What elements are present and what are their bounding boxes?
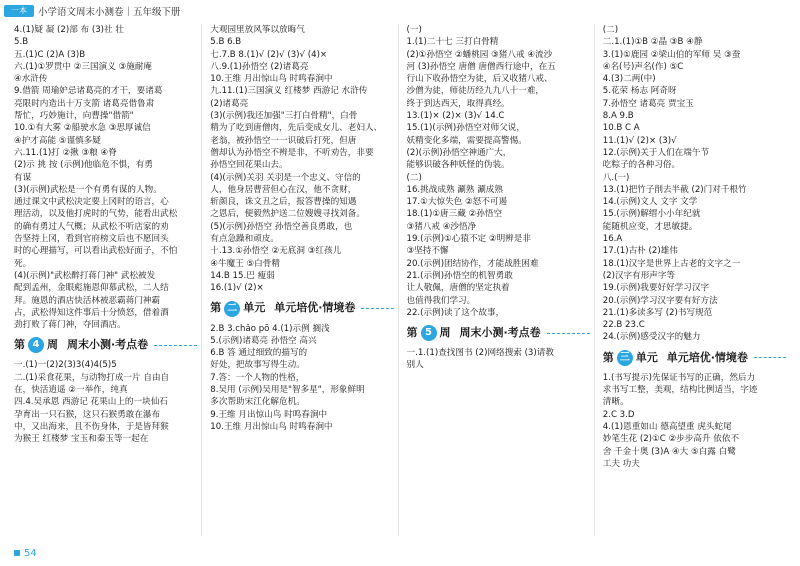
column-1-lines bbox=[14, 24, 197, 331]
answer-line: 19.(示例)①心猿不定 ②明辨是非 bbox=[406, 234, 531, 245]
banner-rule bbox=[547, 333, 590, 334]
column-4-lines bbox=[603, 24, 786, 344]
banner-label: 第 bbox=[14, 338, 25, 352]
answer-line: ③猪八戒 ④沙悟净 bbox=[406, 221, 477, 232]
column-3-after bbox=[407, 347, 590, 372]
answer-line: (二) bbox=[602, 25, 619, 35]
answer-line: ③坚持不懈 bbox=[406, 246, 449, 257]
answer-line: 19.(示例)我要好好学习汉字 bbox=[602, 283, 710, 294]
answer-line: 之恩后，便毅然护送二位嫂嫂寻找刘备。 bbox=[210, 209, 365, 220]
column-3 bbox=[407, 24, 595, 536]
answer-line: 告坚持上冈，看到官府榜文后也不愿回头 bbox=[14, 234, 169, 245]
answer-line: (二) bbox=[406, 172, 422, 183]
answer-line: 5.花荣 杨志 阿奇呀 bbox=[602, 86, 677, 97]
answer-line: 1.(1)二十七 三打白骨精 bbox=[406, 37, 499, 48]
answer-line: 中，又出海来，且不伤身体，于是皆拜猴 bbox=[14, 421, 169, 432]
answer-line: 14.B 15.巴 瘦弱 bbox=[210, 270, 275, 281]
answer-line: 八.9.(1)孙悟空 (2)诸葛亮 bbox=[210, 61, 309, 72]
answer-line: (3)(示例)武松是一个有勇有谋的人物。 bbox=[14, 184, 162, 195]
answer-line: 终于到达西天，取得真经。 bbox=[406, 98, 510, 109]
column-2-after bbox=[210, 323, 393, 434]
answer-line: 通过课文中武松决定要上冈时的语言，心 bbox=[14, 197, 169, 208]
banner-unit: 周 bbox=[439, 325, 451, 339]
answer-line: 10.王维 月出惊山鸟 时鸣春涧中 bbox=[210, 421, 333, 432]
answer-line: (2)(示例)孙悟空神通广大， bbox=[406, 147, 512, 158]
banner-title: 周末小测·考点卷 bbox=[459, 325, 541, 339]
answer-line: (2)诸葛亮 bbox=[210, 98, 249, 109]
answer-line: 9.借箭 周瑜妒忌诸葛亮的才干，要诸葛 bbox=[14, 86, 163, 97]
answer-line: 一.(1)一(2)2(3)3(4)4(5)5 bbox=[14, 360, 117, 371]
section-banner-unit3 bbox=[603, 348, 786, 368]
column-4 bbox=[603, 24, 790, 536]
answer-line: 14.(示例)文人 文字 文学 bbox=[602, 197, 698, 208]
answer-line: 16.A bbox=[602, 234, 623, 245]
book-title: 小学语文周末小测卷｜五年级下册 bbox=[38, 7, 181, 18]
answer-line: 10.①有大雾 ②船驶水急 ③思厚诚信 bbox=[14, 123, 151, 134]
answer-line: 河 (3)孙悟空 唐僧 唐僧西行途中，在五 bbox=[406, 61, 556, 72]
answer-line: 17.①大惊失色 ②怒不可遏 bbox=[406, 197, 508, 208]
answer-line: 让人敬佩，唐僧的坚定执着 bbox=[406, 283, 510, 294]
answer-line: 7.答：一个人物的性格， bbox=[210, 372, 305, 383]
answer-line: 老翁，被孙悟空一一识破后打死，但唐 bbox=[210, 135, 357, 146]
banner-number: 二 bbox=[224, 301, 240, 317]
answer-line: 8.吴用 (示例)吴用是"智多星"，形象鲜明 bbox=[210, 385, 365, 396]
answer-line: 4.(3)二两(中) bbox=[602, 74, 656, 85]
answer-line: (一) bbox=[406, 25, 422, 35]
answer-line: 精为了吃到唐僧肉，先后变成女儿、老妇人、 bbox=[210, 123, 383, 134]
banner-title: 单元培优·情境卷 bbox=[274, 301, 356, 315]
answer-line: 一.1.(1)查找图书 (2)网络搜索 (3)请教 bbox=[406, 348, 554, 359]
answer-line: 多次帮助宋江化解危机。 bbox=[210, 397, 305, 408]
answer-line: (2)汉字有形声字等 bbox=[602, 270, 676, 281]
answer-line: 4.(1)恩重如山 德高望重 虎头蛇尾 bbox=[602, 421, 732, 432]
answer-line: 5.(示例)诸葛亮 孙悟空 高兴 bbox=[210, 335, 317, 346]
banner-title: 周末小测·考点卷 bbox=[67, 338, 149, 352]
banner-label: 第 bbox=[602, 350, 614, 364]
section-banner-unit2 bbox=[210, 299, 393, 319]
answer-line: 7.孙悟空 诸葛亮 贾宝玉 bbox=[602, 98, 694, 109]
banner-rule bbox=[754, 357, 786, 358]
answer-line: (5)(示例)孙悟空 孙悟空善良勇敢，也 bbox=[210, 221, 353, 232]
page-header bbox=[0, 0, 800, 22]
answer-line: 8.A 9.B bbox=[602, 111, 634, 122]
answer-line: 吃粽子的各种习俗。 bbox=[602, 160, 681, 171]
answer-line: 17.(1)古朴 (2)雄伟 bbox=[602, 246, 678, 257]
answer-line: 劲打败了蒋门神，夺回酒店。 bbox=[14, 320, 126, 331]
answer-line: 时的心理描写，可以看出武松好面子，不怕 bbox=[14, 246, 178, 257]
answer-line: 四.4.吴承恩 西游记 花果山上的一块仙石 bbox=[14, 397, 168, 408]
answer-line: 有点急躁和顽皮。 bbox=[210, 234, 280, 245]
answer-line: 15.(示例)解缙小小年纪就 bbox=[602, 209, 701, 220]
answer-line: 能随机应变，才思敏捷。 bbox=[602, 221, 698, 232]
answer-line: 求书写工整，美观，结构比例适当，字迹 bbox=[602, 385, 758, 396]
banner-title: 单元培优·情境卷 bbox=[666, 350, 748, 364]
column-1 bbox=[14, 24, 202, 536]
section-banner-week5 bbox=[407, 323, 590, 343]
banner-number: 4 bbox=[28, 337, 44, 353]
banner-number: 5 bbox=[421, 325, 437, 341]
answer-line: (4)(示例)关羽 关羽是一个忠义、守信的 bbox=[210, 172, 361, 183]
answer-line: 别人 bbox=[406, 360, 424, 371]
answer-line: 有谋 bbox=[14, 172, 32, 183]
brand-badge: 一本 bbox=[4, 5, 34, 17]
answer-line: 3.(1)①鹿园 ②梁山伯的军师 吴 ③蚕 bbox=[602, 49, 741, 60]
answer-line: 六.11.(1)打 ②揪 ③粮 ④脊 bbox=[14, 147, 117, 158]
answer-line: 20.(示例)团结协作，才能战胜困难 bbox=[406, 258, 539, 269]
answer-line: 帮忙，巧妙施计，向曹操"借箭" bbox=[14, 111, 134, 122]
answer-line: 也值得我们学习。 bbox=[406, 295, 476, 306]
answer-line: 清晰。 bbox=[602, 397, 629, 408]
column-2-lines bbox=[210, 24, 393, 295]
column-2 bbox=[210, 24, 398, 536]
answer-line: 工夫 功夫 bbox=[602, 458, 640, 469]
answer-line: 理活动，以及他打虎时的气势，能看出武松 bbox=[14, 209, 178, 220]
answer-line: (2)示 挑 按 (示例)他临危不惧，有勇 bbox=[14, 160, 153, 171]
answer-line: 六.(1)①罗贯中 ②三国演义 ③施耐庵 bbox=[14, 61, 153, 72]
answer-line: (2)①孙悟空 ②蟠桃园 ③猪八戒 ④流沙 bbox=[406, 49, 553, 60]
answer-line: (4)(示例)"武松醉打蒋门神" 武松被发 bbox=[14, 270, 156, 281]
answer-line: 22.(示例)读了这个故事， bbox=[406, 307, 505, 318]
answer-line: 死。 bbox=[14, 258, 32, 269]
answer-line: 沙僧为徒，师徒历经九九八十一难， bbox=[406, 86, 545, 97]
answer-line: 4.(1)疑 凝 (2)部 布 (3)社 壮 bbox=[14, 25, 124, 35]
banner-unit: 单元 bbox=[243, 301, 266, 315]
answer-line: 斩颜良，诛文丑之后，报答曹操的知遇 bbox=[210, 197, 357, 208]
answer-line: 20.(示例)学习汉字要有好方法 bbox=[602, 295, 718, 306]
footer-marker-icon bbox=[14, 550, 20, 556]
answer-line: 的确有勇过人气概；从武松不听店家的劝 bbox=[14, 221, 169, 232]
answer-line: 僧却认为孙悟空不辨是非，不听劝告，非要 bbox=[210, 147, 374, 158]
answer-line: 16.挑战成熟 涮熟 涮成熟 bbox=[406, 184, 503, 195]
answer-line: 18.(1)①唐三藏 ②孙悟空 bbox=[406, 209, 503, 220]
answer-line: 妖精变化多端，需要提高警惕。 bbox=[406, 135, 527, 146]
column-1-after bbox=[14, 359, 197, 445]
answer-line: 18.(1)汉字是世界上古老的文字之一 bbox=[602, 258, 741, 269]
answer-line: ④水浒传 bbox=[14, 74, 48, 85]
answer-line: 12.(示例)关于人们在端午节 bbox=[602, 147, 710, 158]
answer-line: 七.7.B 8.(1)√ (2)√ (3)√ (4)× bbox=[210, 49, 328, 60]
answer-line: 大观园里放风筝以放晦气 bbox=[210, 25, 305, 35]
answer-line: 人，他身居曹营但心在汉，他不贪财， bbox=[210, 184, 357, 195]
answer-line: 2.C 3.D bbox=[602, 409, 635, 420]
answer-line: 二.1.(1)①B ②晶 ③B ④静 bbox=[602, 37, 703, 48]
answer-line: 21.(示例)孙悟空的机智勇敢 bbox=[406, 270, 513, 281]
answer-line: 能够识破各种妖怪的伪装。 bbox=[406, 160, 510, 171]
answer-line: ④名(号)声名(作) ⑤C bbox=[602, 61, 684, 72]
answer-line: 拜。施恩的酒店快活林被恶霸蒋门神霸 bbox=[14, 295, 161, 306]
answer-line: 13.(1)把竹子削去半截 (2)门对千根竹 bbox=[602, 184, 747, 195]
banner-unit: 周 bbox=[47, 338, 58, 352]
answer-line: 八.(一) bbox=[602, 172, 630, 183]
answer-line: 10.王维 月出惊山鸟 时鸣春涧中 bbox=[210, 74, 333, 85]
page-number: 54 bbox=[24, 547, 37, 559]
answer-line: 好处，把故事写得生动。 bbox=[210, 360, 305, 371]
answer-line: 24.(示例)感受汉字的魅力 bbox=[602, 332, 701, 343]
banner-rule bbox=[361, 308, 393, 309]
answer-line: 21.(1)多读多写 (2)书写规范 bbox=[602, 307, 713, 318]
section-banner-week4 bbox=[14, 335, 197, 355]
answer-line: 在，快活逍遥 ②一举作，纯真 bbox=[14, 385, 128, 396]
answer-line: 1.(书写提示)先保证书写的正确，然后力 bbox=[602, 372, 756, 383]
column-4-after bbox=[603, 372, 786, 470]
answer-line: 22.B 23.C bbox=[602, 320, 645, 331]
answer-line: 孙悟空回花果山去。 bbox=[210, 160, 288, 171]
column-3-lines bbox=[407, 24, 590, 319]
answer-line: 13.(1)× (2)× (3)√ 14.C bbox=[406, 111, 505, 122]
answer-line: 为猴王 红楼梦 宝玉和秦玉等一起在 bbox=[14, 434, 149, 445]
answer-line: 15.(1)(示例)孙悟空对师父说， bbox=[406, 123, 525, 134]
answer-line: 2.B 3.chǎo pō 4.(1)示例 搁浅 bbox=[210, 323, 330, 334]
answer-line: 舍 千金十奥 (3)A ④大 ⑤白露 白鹭 bbox=[602, 446, 736, 457]
answer-line: 孕育出一只石猴，这只石猴勇敢在瀑布 bbox=[14, 409, 161, 420]
answer-columns bbox=[14, 24, 790, 536]
answer-line: 妙笔生花 (2)①C ②步步高升 依依不 bbox=[602, 434, 740, 445]
answer-line: 5.B bbox=[14, 37, 29, 48]
banner-rule bbox=[154, 345, 197, 346]
answer-line: (3)(示例)我还加强"三打白骨精"，白骨 bbox=[210, 111, 358, 122]
answer-line: 十.13.①孙悟空 ②无底洞 ③红孩儿 bbox=[210, 246, 342, 257]
answer-line: 配到孟州，金眼彪施恩仰慕武松，二人结 bbox=[14, 283, 169, 294]
answer-line: 6.B 答 通过细致的描写的 bbox=[210, 348, 308, 359]
page-footer bbox=[14, 546, 37, 560]
answer-line: 16.(1)√ (2)× bbox=[210, 283, 264, 294]
answer-line: ④牛魔王 ⑤白骨精 bbox=[210, 258, 280, 269]
answer-line: 10.B C A bbox=[602, 123, 640, 134]
answer-line: 9.王维 月出惊山鸟 时鸣春涧中 bbox=[210, 409, 328, 420]
banner-number: 三 bbox=[617, 350, 633, 366]
banner-unit: 单元 bbox=[635, 350, 658, 364]
answer-line: 五.(1)C (2)A (3)B bbox=[14, 49, 86, 60]
answer-line: 11.(1)√ (2)× (3)√ bbox=[602, 135, 677, 146]
answer-line: 亮限时内造出十万支箭 诸葛亮借鲁肃 bbox=[14, 98, 155, 109]
banner-label: 第 bbox=[210, 301, 222, 315]
answer-line: 占，武松得知这件事后十分愤怒，借着酒 bbox=[14, 307, 169, 318]
answer-line: 行山下收孙悟空为徒，后又收猪八戒、 bbox=[406, 74, 553, 85]
answer-line: 九.11.(1)三国演义 红楼梦 西游记 水浒传 bbox=[210, 86, 368, 97]
answer-line: ④护才高能 ⑤谨慎多疑 bbox=[14, 135, 101, 146]
answer-line: 5.B 6.B bbox=[210, 37, 242, 48]
banner-label: 第 bbox=[406, 325, 418, 339]
answer-line: 二.(1)采食花果，与动物打成一片 自由自 bbox=[14, 372, 170, 383]
